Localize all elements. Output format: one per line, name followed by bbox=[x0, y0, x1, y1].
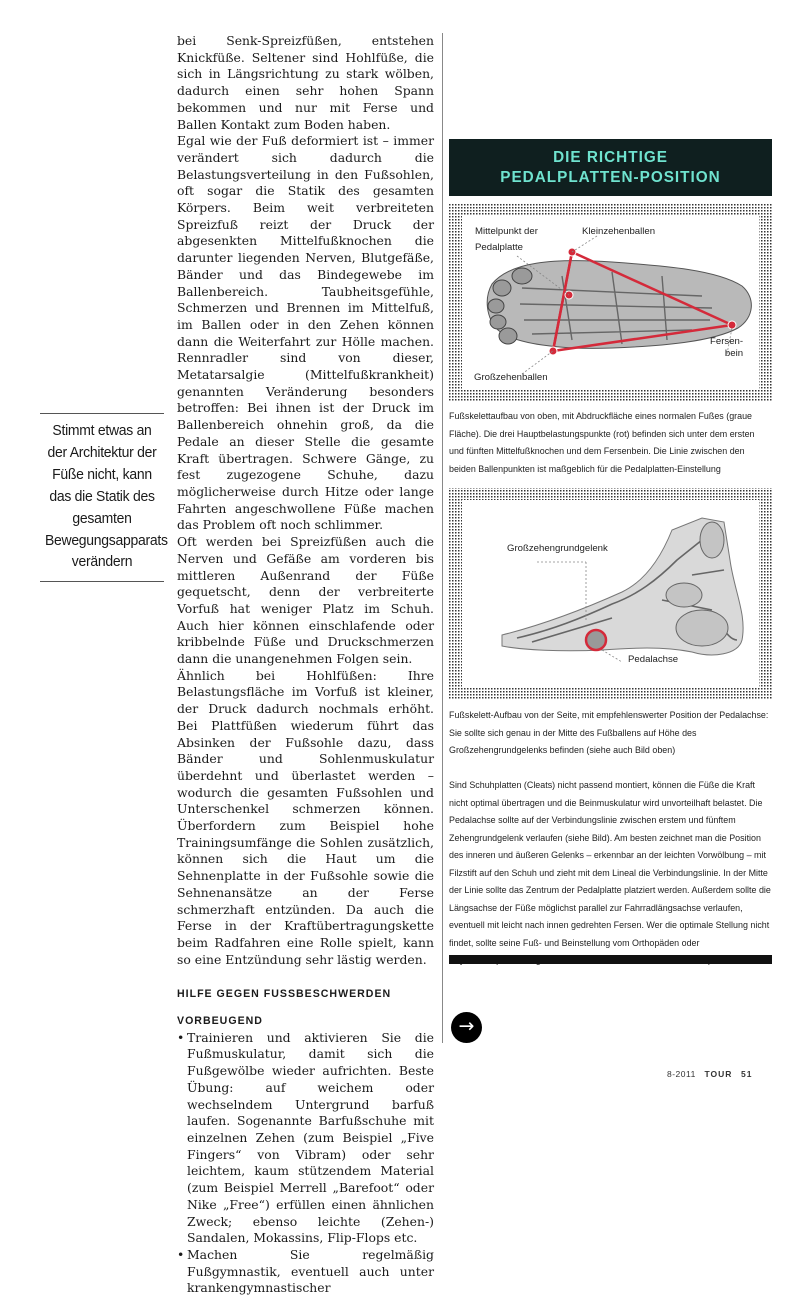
article-paragraph: Ähnlich bei Hohlfüßen: Ihre Belastungsfläche im Vorfuß ist kleiner, der Druck dadurch nochmals erhöht. Bei Plattfüßen wiederum führt das Absinken der Fußsohle dazu, dass Bänder und Sohlenmuskulatur überdehnt und überlastet werden – wodurch die gesamten Fußsohlen und Unterschenkel schmerzen können. Überfordern zum Beispiel hohe Trainingsumfänge die Sohlen zusätzlich, können sich die Haut um die Sehnenplatte in der Fußsohle sowie die Sehnenansätze an der Ferse schmerzhaft entzünden. Da auch die Ferse in der Kraftübertragungskette beim Radfahren eine Rolle spielt, kann so eine Entzündung sehr lästig werden. bbox=[177, 667, 434, 967]
label-big-toe-joint: Großzehengrundgelenk bbox=[507, 543, 608, 554]
info-title-line: PEDALPLATTEN-POSITION bbox=[500, 169, 721, 186]
figure-caption-2: Fußskelett-Aufbau von der Seite, mit empfehlenswerter Position der Pedalachse: Sie sollte sich genau in der Mitte des Fußballens auf Höhe des Großzehengrundgelenks befinden (siehe auch Bild oben) bbox=[449, 710, 769, 756]
info-body-paragraph: Sind Schuhplatten (Cleats) nicht passend montiert, können die Füße die Kraft nicht optimal übertragen und die Beinmuskulatur wird unvorteilhaft belastet. Die Pedalachse sollte auf der Verbindungslinie zwischen erstem und fünftem Zehengrundgelenk verlaufen (siehe Bild). Am besten zeichnet man die Position des inneren und äußeren Gelenks – erkennbar an der leichten Vorwölbung – mit Filzstift auf den Schuh und zieht mit dem Lineal die Verbindungslinie. In der Mitte der Linie sollte das Zentrum der Pedalplatte platziert werden. Außerdem sollte die Längsachse der Füße möglichst parallel zur Fahrradlängsachse verlaufen, eventuell mit leicht nach innen gedrehten Fersen. Wer die optimale Stellung nicht findet, sollte seine Fuß- und Beinstellung vom Orthopäden oder bbox=[449, 780, 771, 949]
article-paragraph: Oft werden bei Spreizfüßen auch die Nerven und Gefäße am vorderen bis mittleren Außenrand der Füße gequetscht, denn der verbreiterte Vorfuß hat weniger Platz im Schuh. Auch hier können einschlafende oder kribbelnde Füße und Druckschmerzen dann die unangenehmen Folgen sein. bbox=[177, 534, 434, 667]
issue-number: 8-2011 bbox=[667, 1069, 696, 1079]
info-title-line: DIE RICHTIGE bbox=[553, 149, 668, 166]
info-box bbox=[449, 139, 772, 760]
label-big-toe-ball: Großzehenballen bbox=[474, 372, 548, 383]
label-pedal-axis: Pedalachse bbox=[628, 654, 679, 665]
list-item: • Machen Sie regelmäßig Fußgymnastik, eventuell auch unter krankengymnastischer bbox=[177, 1247, 434, 1297]
label-heel-bone bbox=[710, 336, 743, 360]
figure-caption-1: Fußskelettaufbau von oben, mit Abdruckfläche eines normalen Fußes (graue Fläche). Die drei Hauptbelastungspunkte (rot) befinden sich unter dem ersten und fünften Mittelfußknochen und dem Fersenbein. Die Linie zwischen den beiden Ballenpunkten ist maßgeblich für die Pedalplatten-Einstellung bbox=[449, 411, 755, 475]
column-divider bbox=[442, 33, 443, 1043]
section-heading: HILFE GEGEN FUSSBESCHWERDEN bbox=[177, 988, 392, 1001]
label-pedal-plate-center bbox=[475, 226, 538, 254]
list-item: • Trainieren und aktivieren Sie die Fußmuskulatur, damit sich die Fußgewölbe wieder aufrichten. Beste Übung: auf weichem oder wechselndem Untergrund barfuß laufen. Sogenannte Barfußschuhe mit einzelnen Zehen (zum Beispiel „Five Fingers“ von Vibram) oder sehr leichtem, kaum stützendem Material (zum Beispiel Merrell „Barefoot“ oder Nike „Free“) erfüllen einen ähnlichen Zweck; ebenso leichte (Zehen-) Sandalen, Mokassins, Flip-Flops etc. bbox=[177, 1030, 434, 1247]
info-box-body bbox=[449, 777, 772, 970]
label-line: bein bbox=[724, 348, 744, 359]
label-line: Fersen- bbox=[710, 336, 744, 347]
continue-arrow-icon[interactable]: → bbox=[451, 1012, 482, 1043]
section-subheading: VORBEUGEND bbox=[177, 1015, 263, 1028]
tips-list bbox=[177, 1030, 434, 1297]
foot-side-view-figure bbox=[449, 488, 772, 700]
label-line: Mittelpunkt der bbox=[475, 226, 538, 237]
info-box-bottom-bar bbox=[449, 955, 772, 964]
pull-quote bbox=[40, 413, 168, 582]
article-paragraph: bei Senk-Spreizfüßen, entstehen Knickfüße. Seltener sind Hohlfüße, die sich in Längsrichtung zu stark wölben, dadurch einen sehr hohen Spann bekommen und nur mit Ferse und Ballen Kontakt zum Boden haben. bbox=[177, 33, 434, 132]
magazine-name: TOUR bbox=[704, 1069, 733, 1079]
foot-side-illustration bbox=[462, 500, 759, 688]
info-box-title bbox=[449, 139, 772, 196]
label-small-toe-ball: Kleinzehenballen bbox=[582, 226, 656, 237]
pull-quote-text: Stimmt etwas an der Architektur der Füße nicht, kann das die Statik des gesamten Bewegungsapparats verändern bbox=[44, 422, 168, 571]
page-footer bbox=[667, 1069, 752, 1079]
foot-top-view-figure bbox=[449, 204, 772, 402]
article-column bbox=[177, 33, 434, 1297]
article-paragraph: Egal wie der Fuß deformiert ist – immer verändert sich dadurch die Belastungsverteilung in den Fußsohlen, oft sogar die Statik des gesamten Körpers. Beim weit verbreiteten Spreizfuß reizt der Druck der abgesenkten Mittelfußknochen die darunter liegenden Nerven, Blutgefäße, Bänder und das Bindegewebe im Ballenbereich. Taubheitsgefühle, Schmerzen und Brennen im Mittelfuß, im Ballen oder in den Zehen können dann die Weiterfahrt zur Hölle machen. Rennradler sind von dieser, Metatarsalgie (Mittelfußkrankheit) genannten Veränderung besonders betroffen: Bei ihnen ist der Druck im Ballenbereich ohnehin groß, da die Pedale an dieser Stelle die gesamte Kraft übertragen. Schwere Gänge, zu fest zugezogene Schuhe, dazu möglicherweise durch Hitze oder lange Fahrten angeschwollene Füße machen das Problem oft noch schlimmer. bbox=[177, 133, 434, 533]
page-number: 51 bbox=[740, 1069, 753, 1079]
label-line: Pedalplatte bbox=[475, 242, 524, 253]
